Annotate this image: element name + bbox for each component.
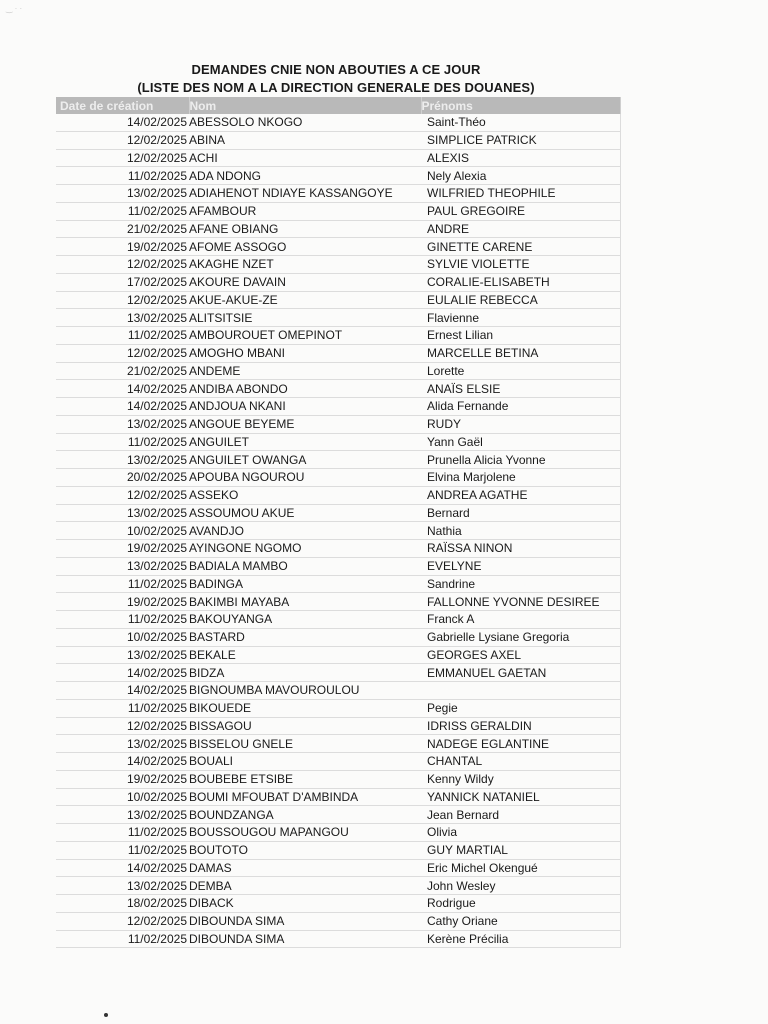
table-row [56, 149, 620, 167]
cell-prenoms: WILFRIED THEOPHILE [421, 185, 620, 203]
cell-nom: AMOGHO MBANI [189, 344, 421, 362]
cell-date: 11/02/2025 [56, 611, 189, 629]
column-header-date: Date de création [56, 97, 189, 114]
cell-date: 12/02/2025 [56, 717, 189, 735]
cell-date: 20/02/2025 [56, 469, 189, 487]
cell-prenoms: Olivia [421, 824, 620, 842]
cell-nom: ANDJOUA NKANI [189, 398, 421, 416]
cell-prenoms: GUY MARTIAL [421, 841, 620, 859]
table-row [56, 593, 620, 611]
cell-prenoms: Franck A [421, 611, 620, 629]
table-row [56, 859, 620, 877]
table-row [56, 469, 620, 487]
table-row [56, 877, 620, 895]
cell-prenoms: Saint-Théo [421, 114, 620, 131]
cell-nom: AVANDJO [189, 522, 421, 540]
table-row [56, 256, 620, 274]
cell-nom: AKAGHE NZET [189, 256, 421, 274]
header-row [56, 97, 620, 114]
cell-date: 13/02/2025 [56, 557, 189, 575]
cell-prenoms: Nathia [421, 522, 620, 540]
scan-dot [104, 1013, 108, 1017]
cell-prenoms: Prunella Alicia Yvonne [421, 451, 620, 469]
cell-nom: AYINGONE NGOMO [189, 540, 421, 558]
cell-prenoms: PAUL GREGOIRE [421, 202, 620, 220]
cell-nom: DAMAS [189, 859, 421, 877]
cell-nom: BEKALE [189, 646, 421, 664]
cell-nom: AFANE OBIANG [189, 220, 421, 238]
cell-prenoms [421, 682, 620, 700]
table-body [56, 114, 620, 948]
table-row [56, 824, 620, 842]
cell-date: 13/02/2025 [56, 451, 189, 469]
cell-date: 13/02/2025 [56, 646, 189, 664]
cell-nom: BASTARD [189, 628, 421, 646]
table-row [56, 717, 620, 735]
cell-date: 11/02/2025 [56, 433, 189, 451]
table-row [56, 628, 620, 646]
cell-nom: BAKOUYANGA [189, 611, 421, 629]
cell-nom: ADIAHENOT NDIAYE KASSANGOYE [189, 185, 421, 203]
table-row [56, 841, 620, 859]
cell-date: 21/02/2025 [56, 220, 189, 238]
cell-prenoms: IDRISS GERALDIN [421, 717, 620, 735]
cell-prenoms: Lorette [421, 362, 620, 380]
cell-nom: ALITSITSIE [189, 309, 421, 327]
cell-prenoms: EMMANUEL GAETAN [421, 664, 620, 682]
cell-date: 11/02/2025 [56, 824, 189, 842]
cell-prenoms: RUDY [421, 415, 620, 433]
table-row [56, 895, 620, 913]
table-row [56, 753, 620, 771]
cell-nom: BIKOUEDE [189, 699, 421, 717]
cell-date: 12/02/2025 [56, 131, 189, 149]
cell-prenoms: ANDRE [421, 220, 620, 238]
table-row [56, 185, 620, 203]
cell-nom: AKUE-AKUE-ZE [189, 291, 421, 309]
cell-prenoms: Yann Gaël [421, 433, 620, 451]
cell-date: 14/02/2025 [56, 380, 189, 398]
column-header-nom: Nom [189, 97, 421, 114]
cell-prenoms: RAÏSSA NINON [421, 540, 620, 558]
table-row [56, 273, 620, 291]
cell-nom: BOUTOTO [189, 841, 421, 859]
table-row [56, 398, 620, 416]
cell-date: 13/02/2025 [56, 735, 189, 753]
cell-nom: AKOURE DAVAIN [189, 273, 421, 291]
cell-date: 19/02/2025 [56, 593, 189, 611]
document-subtitle: (LISTE DES NOM A LA DIRECTION GENERALE DES DOUANES) [137, 80, 535, 95]
cell-date: 14/02/2025 [56, 664, 189, 682]
table-row [56, 451, 620, 469]
table-row [56, 930, 620, 948]
cell-nom: ANDIBA ABONDO [189, 380, 421, 398]
cell-prenoms: GINETTE CARENE [421, 238, 620, 256]
cell-date: 12/02/2025 [56, 912, 189, 930]
cell-prenoms: EVELYNE [421, 557, 620, 575]
cell-prenoms: SIMPLICE PATRICK [421, 131, 620, 149]
cell-nom: AFOME ASSOGO [189, 238, 421, 256]
requests-table [56, 97, 621, 948]
table-row [56, 664, 620, 682]
table-row [56, 699, 620, 717]
cell-nom: AMBOUROUET OMEPINOT [189, 327, 421, 345]
cell-date: 13/02/2025 [56, 185, 189, 203]
cell-date: 11/02/2025 [56, 202, 189, 220]
cell-date: 14/02/2025 [56, 114, 189, 131]
cell-nom: ABESSOLO NKOGO [189, 114, 421, 131]
cell-date: 17/02/2025 [56, 273, 189, 291]
cell-nom: BIDZA [189, 664, 421, 682]
cell-date: 13/02/2025 [56, 309, 189, 327]
cell-nom: DEMBA [189, 877, 421, 895]
cell-prenoms: SYLVIE VIOLETTE [421, 256, 620, 274]
cell-prenoms: Nely Alexia [421, 167, 620, 185]
table-row [56, 611, 620, 629]
cell-nom: BISSELOU GNELE [189, 735, 421, 753]
cell-date: 11/02/2025 [56, 930, 189, 948]
document-title: DEMANDES CNIE NON ABOUTIES A CE JOUR [191, 62, 481, 77]
cell-nom: AFAMBOUR [189, 202, 421, 220]
table-row [56, 327, 620, 345]
cell-nom: ACHI [189, 149, 421, 167]
cell-prenoms: Sandrine [421, 575, 620, 593]
cell-date: 14/02/2025 [56, 753, 189, 771]
cell-nom: BOUMI MFOUBAT D'AMBINDA [189, 788, 421, 806]
table-row [56, 309, 620, 327]
cell-date: 10/02/2025 [56, 522, 189, 540]
cell-prenoms: ALEXIS [421, 149, 620, 167]
cell-date: 10/02/2025 [56, 788, 189, 806]
cell-prenoms: John Wesley [421, 877, 620, 895]
cell-date: 11/02/2025 [56, 841, 189, 859]
cell-prenoms: Flavienne [421, 309, 620, 327]
cell-nom: ANGOUE BEYEME [189, 415, 421, 433]
table-row [56, 433, 620, 451]
cell-nom: ASSOUMOU AKUE [189, 504, 421, 522]
cell-prenoms: Cathy Oriane [421, 912, 620, 930]
cell-prenoms: MARCELLE BETINA [421, 344, 620, 362]
cell-date: 12/02/2025 [56, 486, 189, 504]
table-row [56, 415, 620, 433]
cell-prenoms: Gabrielle Lysiane Gregoria [421, 628, 620, 646]
cell-nom: ABINA [189, 131, 421, 149]
table-row [56, 735, 620, 753]
cell-nom: ASSEKO [189, 486, 421, 504]
cell-prenoms: GEORGES AXEL [421, 646, 620, 664]
cell-prenoms: Kerène Précilia [421, 930, 620, 948]
cell-prenoms: Alida Fernande [421, 398, 620, 416]
scan-artifact: ‿ · · [6, 4, 23, 13]
cell-date: 12/02/2025 [56, 149, 189, 167]
cell-date: 19/02/2025 [56, 238, 189, 256]
table-header [56, 97, 620, 114]
table-row [56, 770, 620, 788]
cell-date: 11/02/2025 [56, 575, 189, 593]
table-row [56, 167, 620, 185]
cell-prenoms: Ernest Lilian [421, 327, 620, 345]
cell-nom: BAKIMBI MAYABA [189, 593, 421, 611]
table-row [56, 131, 620, 149]
cell-date: 14/02/2025 [56, 398, 189, 416]
cell-prenoms: Eric Michel Okengué [421, 859, 620, 877]
cell-nom: BOUBEBE ETSIBE [189, 770, 421, 788]
cell-date: 12/02/2025 [56, 256, 189, 274]
cell-date: 10/02/2025 [56, 628, 189, 646]
cell-prenoms: Kenny Wildy [421, 770, 620, 788]
cell-date: 11/02/2025 [56, 699, 189, 717]
cell-date: 13/02/2025 [56, 877, 189, 895]
table-row [56, 362, 620, 380]
cell-date: 11/02/2025 [56, 167, 189, 185]
table-row [56, 682, 620, 700]
table-row [56, 202, 620, 220]
table-row [56, 806, 620, 824]
table-row [56, 344, 620, 362]
table-row [56, 291, 620, 309]
cell-date: 12/02/2025 [56, 291, 189, 309]
cell-prenoms: Rodrigue [421, 895, 620, 913]
cell-prenoms: NADEGE EGLANTINE [421, 735, 620, 753]
cell-nom: BIGNOUMBA MAVOUROULOU [189, 682, 421, 700]
cell-prenoms: ANAÏS ELSIE [421, 380, 620, 398]
cell-nom: BADINGA [189, 575, 421, 593]
cell-date: 21/02/2025 [56, 362, 189, 380]
cell-nom: APOUBA NGOUROU [189, 469, 421, 487]
cell-nom: ADA NDONG [189, 167, 421, 185]
cell-date: 14/02/2025 [56, 859, 189, 877]
cell-prenoms: FALLONNE YVONNE DESIREE [421, 593, 620, 611]
table-row [56, 522, 620, 540]
table-row [56, 540, 620, 558]
table-row [56, 220, 620, 238]
table-row [56, 557, 620, 575]
table-row [56, 486, 620, 504]
cell-nom: DIBOUNDA SIMA [189, 912, 421, 930]
table-row [56, 504, 620, 522]
table-row [56, 912, 620, 930]
cell-nom: BADIALA MAMBO [189, 557, 421, 575]
table-row [56, 646, 620, 664]
column-header-prenoms: Prénoms [421, 97, 620, 114]
cell-date: 18/02/2025 [56, 895, 189, 913]
cell-nom: ANGUILET OWANGA [189, 451, 421, 469]
cell-date: 14/02/2025 [56, 682, 189, 700]
cell-prenoms: Bernard [421, 504, 620, 522]
cell-date: 12/02/2025 [56, 344, 189, 362]
cell-prenoms: Jean Bernard [421, 806, 620, 824]
cell-prenoms: YANNICK NATANIEL [421, 788, 620, 806]
cell-date: 19/02/2025 [56, 770, 189, 788]
cell-date: 11/02/2025 [56, 327, 189, 345]
cell-date: 13/02/2025 [56, 806, 189, 824]
cell-nom: BOUALI [189, 753, 421, 771]
table-row [56, 575, 620, 593]
cell-nom: DIBACK [189, 895, 421, 913]
cell-prenoms: CORALIE-ELISABETH [421, 273, 620, 291]
cell-date: 13/02/2025 [56, 415, 189, 433]
cell-nom: ANGUILET [189, 433, 421, 451]
cell-nom: DIBOUNDA SIMA [189, 930, 421, 948]
table-row [56, 238, 620, 256]
table-row [56, 380, 620, 398]
cell-prenoms: EULALIE REBECCA [421, 291, 620, 309]
cell-nom: BISSAGOU [189, 717, 421, 735]
cell-date: 19/02/2025 [56, 540, 189, 558]
cell-prenoms: Elvina Marjolene [421, 469, 620, 487]
cell-prenoms: Pegie [421, 699, 620, 717]
cell-nom: BOUSSOUGOU MAPANGOU [189, 824, 421, 842]
table-row [56, 114, 620, 131]
cell-prenoms: CHANTAL [421, 753, 620, 771]
cell-date: 13/02/2025 [56, 504, 189, 522]
cell-nom: BOUNDZANGA [189, 806, 421, 824]
table-row [56, 788, 620, 806]
cell-prenoms: ANDREA AGATHE [421, 486, 620, 504]
cell-nom: ANDEME [189, 362, 421, 380]
